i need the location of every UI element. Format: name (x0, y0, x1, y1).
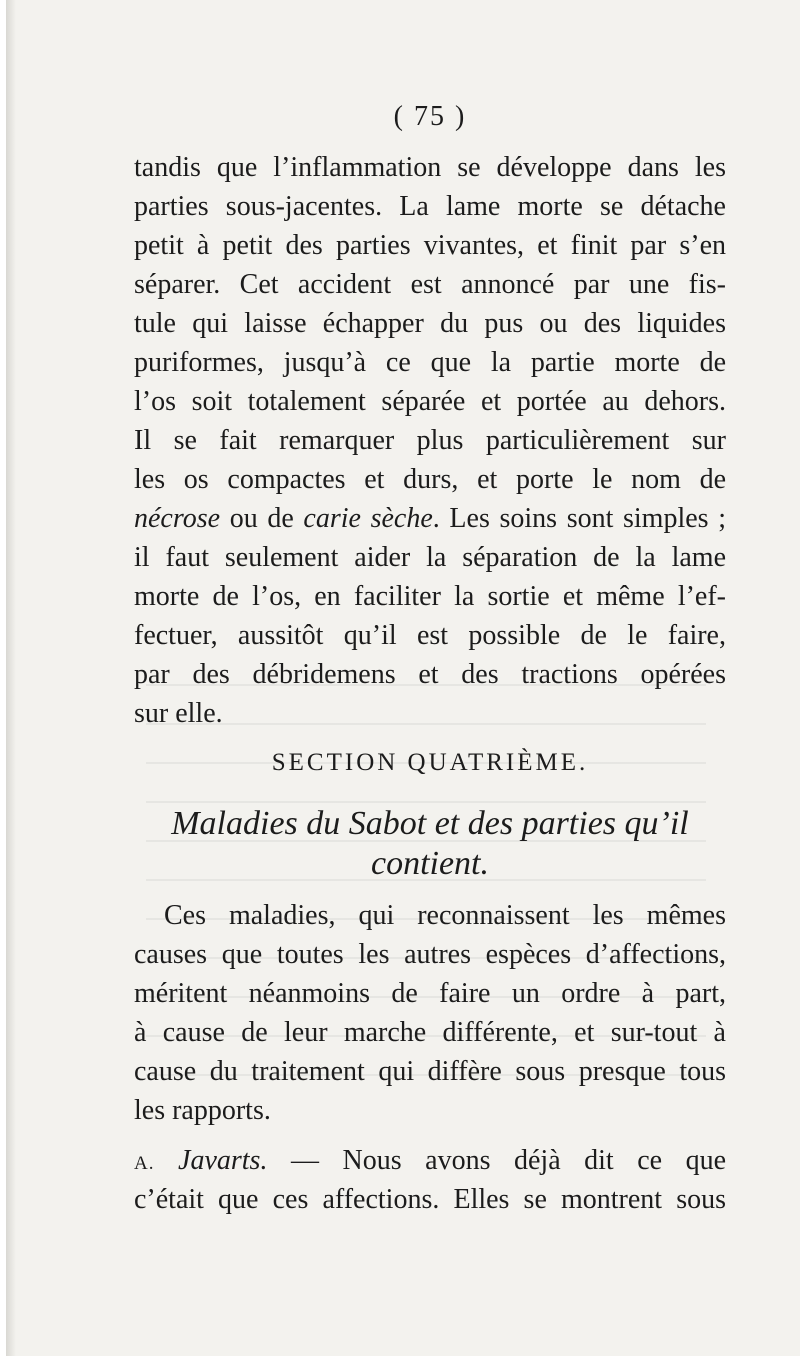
chapter-title-line: Maladies du Sabot et des parties qu’il (171, 805, 689, 842)
paragraph-javarts (134, 1141, 726, 1219)
connector-text: ou de (220, 503, 304, 534)
text-line: sur elle. (134, 698, 223, 729)
term-carie-seche: carie sèche (303, 503, 433, 534)
em-dash: — (267, 1145, 343, 1176)
text-line: parties sous-jacentes. La lame morte se détache (134, 191, 726, 222)
text-line: à cause de leur marche différente, et sur-tout à (134, 1017, 726, 1048)
section-heading: SECTION QUATRIÈME. (271, 749, 589, 776)
book-page (6, 0, 800, 1356)
text-line: les rapports. (134, 1095, 271, 1126)
text-line: puriformes, jusqu’à ce que la partie morte de (134, 347, 726, 378)
item-marker: A. (134, 1153, 155, 1174)
page-number: ( 75 ) (393, 101, 467, 132)
term-javarts: Javarts. (178, 1145, 268, 1176)
text-line: cause du traitement qui diffère sous presque tous (134, 1056, 726, 1087)
text-line: c’était que ces affections. Elles se montrent sous (134, 1184, 726, 1215)
paragraph-necrose (134, 148, 726, 733)
text-line: morte de l’os, en faciliter la sortie et même l’ef- (134, 581, 726, 612)
text-line-with-heading (134, 1141, 726, 1180)
chapter-title-line: contient. (370, 845, 490, 882)
text-line: il faut seulement aider la séparation de la lame (134, 542, 726, 573)
sentence-text: Nous avons déjà dit ce que (342, 1145, 727, 1176)
text-line: petit à petit des parties vivantes, et finit par s’en (134, 230, 726, 261)
text-line: causes que toutes les autres espèces d’affections, (134, 939, 726, 970)
text-line: l’os soit totalement séparée et portée au dehors. (134, 386, 726, 417)
text-line-with-terms (134, 499, 726, 538)
term-necrose: nécrose (134, 503, 221, 534)
text-line: tule qui laisse échapper du pus ou des liquides (134, 308, 726, 339)
text-line: méritent néanmoins de faire un ordre à part, (134, 978, 726, 1009)
text-line: Ces maladies, qui reconnaissent les mêmes (164, 900, 726, 931)
chapter-title (124, 804, 736, 884)
page-gutter-shadow (6, 0, 16, 1356)
paragraph-maladies (134, 896, 726, 1130)
text-line: les os compactes et durs, et porte le nom de (134, 464, 726, 495)
text-line: tandis que l’inflammation se développe dans les (134, 152, 726, 183)
text-line: Il se fait remarquer plus particulièrement sur (134, 425, 726, 456)
text-line: séparer. Cet accident est annoncé par une fis- (134, 269, 726, 300)
text-line: fectuer, aussitôt qu’il est possible de le faire, (134, 620, 726, 651)
sentence-text: . Les soins sont simples ; (432, 503, 726, 534)
text-line: par des débridemens et des tractions opérées (134, 659, 726, 690)
